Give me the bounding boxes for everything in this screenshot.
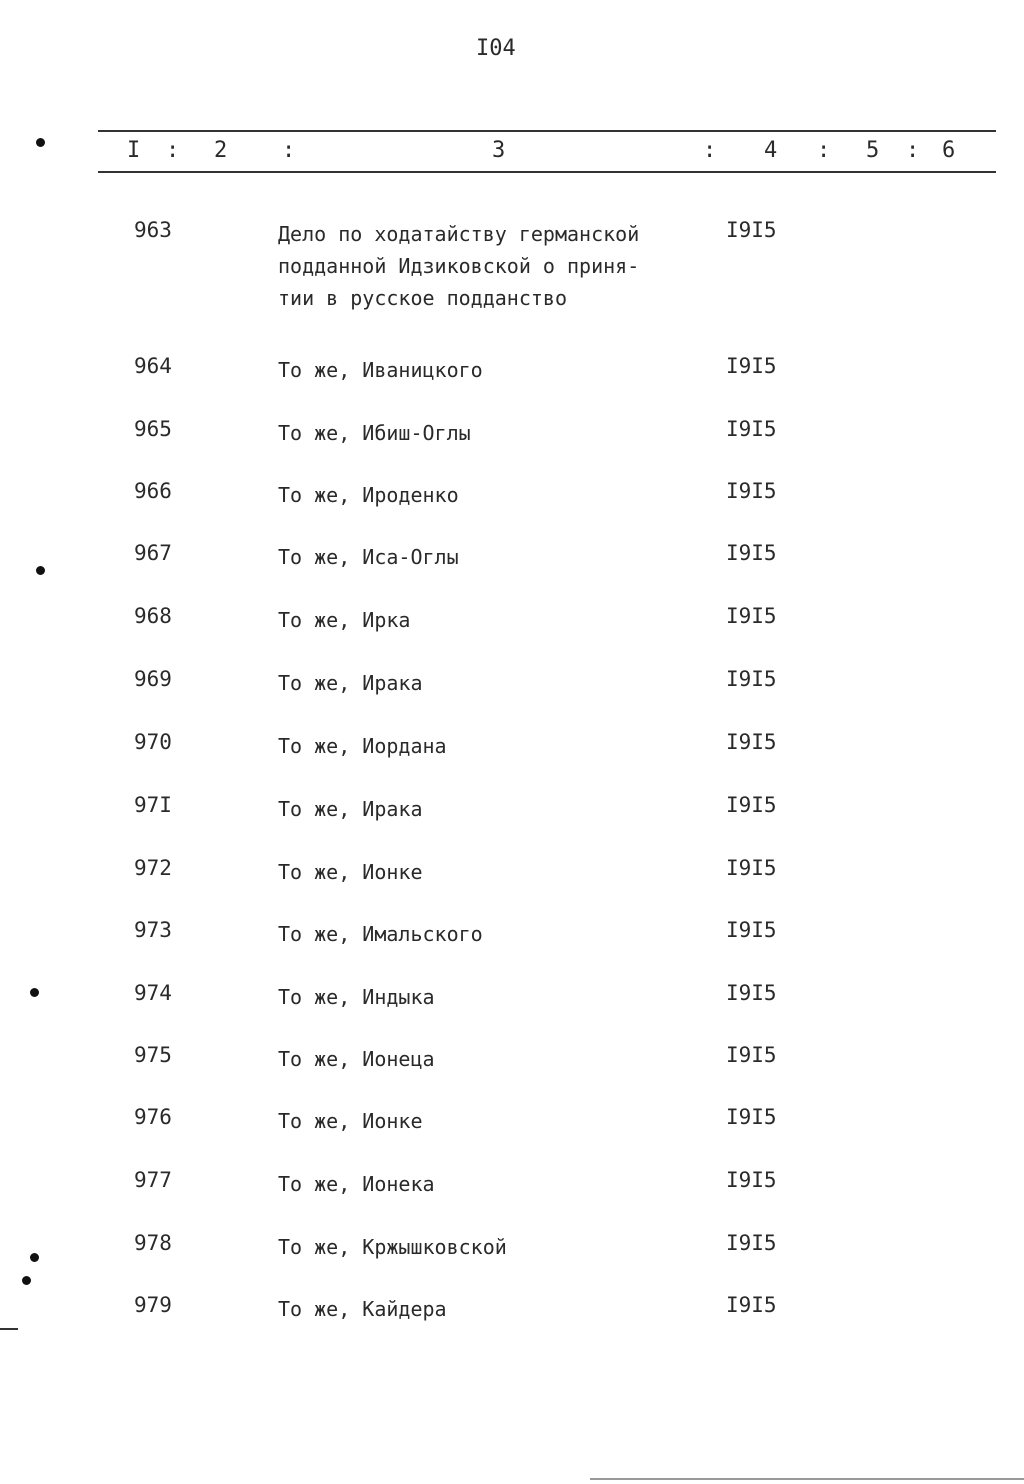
entry-description: То же, Имальского (278, 922, 483, 946)
entry-description: То же, Ироденко (278, 483, 459, 507)
table-row (0, 1043, 1024, 1083)
entry-description: То же, Ибиш-Оглы (278, 421, 471, 445)
entry-number: 979 (134, 1293, 172, 1317)
entry-year: I9I5 (726, 354, 777, 378)
entry-description: То же, Кржышковской (278, 1235, 507, 1259)
entry-number: 974 (134, 981, 172, 1005)
entry-number: 975 (134, 1043, 172, 1067)
entry-year: I9I5 (726, 1293, 777, 1317)
entry-number: 970 (134, 730, 172, 754)
entry-number: 965 (134, 417, 172, 441)
table-row (0, 793, 1024, 833)
entry-number: 97I (134, 793, 172, 817)
entry-year: I9I5 (726, 218, 777, 242)
table-row (0, 1231, 1024, 1271)
entry-year: I9I5 (726, 667, 777, 691)
entry-description: То же, Иса-Оглы (278, 545, 459, 569)
table-row (0, 1105, 1024, 1145)
page-number: I04 (476, 36, 516, 61)
entry-number: 972 (134, 856, 172, 880)
entry-description: Дело по ходатайству германской подданной Идзиковской о приня- тии в русское подданство (278, 222, 640, 310)
entry-number: 966 (134, 479, 172, 503)
table-row (0, 667, 1024, 707)
table-row (0, 918, 1024, 958)
column-header-1: I (127, 138, 141, 163)
header-separator: : (906, 138, 920, 163)
entry-description: То же, Ирка (278, 608, 411, 632)
entry-description: То же, Иваницкого (278, 358, 483, 382)
header-separator: : (817, 138, 831, 163)
entry-year: I9I5 (726, 1168, 777, 1192)
table-row (0, 856, 1024, 896)
entry-year: I9I5 (726, 730, 777, 754)
entry-year: I9I5 (726, 793, 777, 817)
table-row (0, 981, 1024, 1021)
table-row (0, 417, 1024, 457)
entry-number: 973 (134, 918, 172, 942)
punch-hole-mark (30, 988, 39, 997)
column-header-2: 2 (214, 138, 228, 163)
entry-year: I9I5 (726, 417, 777, 441)
entry-description: То же, Ионке (278, 1109, 423, 1133)
entry-year: I9I5 (726, 856, 777, 880)
entry-description: То же, Ионке (278, 860, 423, 884)
entry-description: То же, Ионеца (278, 1047, 435, 1071)
table-row (0, 1293, 1024, 1333)
entry-description: То же, Ирака (278, 797, 423, 821)
table-row (0, 218, 1024, 310)
entry-number: 967 (134, 541, 172, 565)
entry-number: 977 (134, 1168, 172, 1192)
column-header-4: 4 (764, 138, 778, 163)
column-header-5: 5 (866, 138, 880, 163)
table-row (0, 541, 1024, 581)
header-top-rule (98, 130, 996, 132)
column-header-3: 3 (492, 138, 506, 163)
punch-hole-mark (36, 566, 45, 575)
entry-description: То же, Индыка (278, 985, 435, 1009)
entry-number: 976 (134, 1105, 172, 1129)
table-row (0, 1168, 1024, 1208)
entry-year: I9I5 (726, 479, 777, 503)
entry-year: I9I5 (726, 541, 777, 565)
table-row (0, 479, 1024, 519)
entry-description: То же, Ионека (278, 1172, 435, 1196)
header-bottom-rule (98, 171, 996, 173)
punch-hole-mark (30, 1253, 39, 1262)
entry-year: I9I5 (726, 1105, 777, 1129)
entry-year: I9I5 (726, 1043, 777, 1067)
punch-hole-mark (36, 138, 45, 147)
entry-year: I9I5 (726, 918, 777, 942)
header-separator: : (282, 138, 296, 163)
entry-number: 964 (134, 354, 172, 378)
column-header-6: 6 (942, 138, 956, 163)
table-row (0, 730, 1024, 770)
entry-number: 963 (134, 218, 172, 242)
entry-year: I9I5 (726, 1231, 777, 1255)
punch-hole-mark (22, 1276, 31, 1285)
entry-description: То же, Кайдера (278, 1297, 447, 1321)
entry-description: То же, Ирака (278, 671, 423, 695)
table-row (0, 604, 1024, 644)
entry-number: 968 (134, 604, 172, 628)
scan-edge-line (0, 1328, 18, 1330)
entry-description: То же, Иордана (278, 734, 447, 758)
entry-number: 978 (134, 1231, 172, 1255)
header-separator: : (703, 138, 717, 163)
header-separator: : (166, 138, 180, 163)
entry-year: I9I5 (726, 981, 777, 1005)
scan-bottom-line (590, 1478, 1024, 1480)
entry-number: 969 (134, 667, 172, 691)
table-row (0, 354, 1024, 394)
entry-year: I9I5 (726, 604, 777, 628)
